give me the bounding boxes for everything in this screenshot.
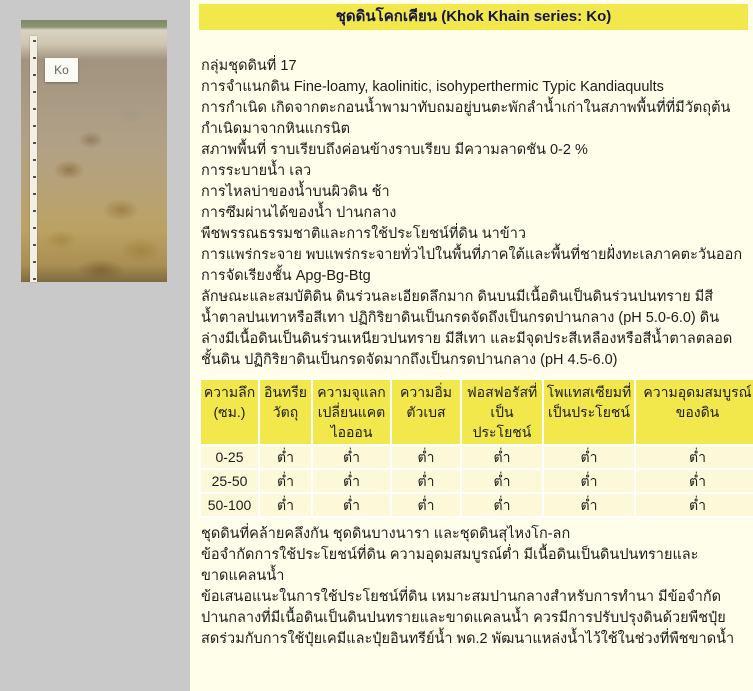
col-header-base-saturation: ความอิ่มตัวเบส [392, 380, 460, 444]
vegetation-line: พืชพรรณธรรมชาติและการใช้ประโยชน์ที่ดิน นาข้าว [201, 226, 527, 242]
cell-value: ต่ำ [260, 470, 311, 492]
col-header-depth: ความลึก (ซม.) [201, 380, 258, 444]
permeability-line: การซึมผ่านได้ของน้ำ ปานกลาง [201, 205, 397, 221]
cell-value: ต่ำ [392, 446, 460, 468]
distribution-line: การแพร่กระจาย พบแพร่กระจายทั่วไปในพื้นที่ภาคใต้และพื้นที่ชายฝั่งทะเลภาคตะวันออก [201, 247, 743, 263]
terrain-line: สภาพพื้นที่ ราบเรียบถึงค่อนข้างราบเรียบ มีความลาดชัน 0-2 % [201, 142, 588, 158]
col-header-available-phosphorus: ฟอสฟอรัสที่เป็นประโยชน์ [462, 380, 542, 444]
cell-value: ต่ำ [392, 494, 460, 516]
cell-value: ต่ำ [392, 470, 460, 492]
cell-value: ต่ำ [313, 446, 390, 468]
col-header-available-potassium: โพแทสเซียมที่เป็นประโยชน์ [544, 380, 634, 444]
cell-depth: 0-25 [201, 446, 258, 468]
cell-value: ต่ำ [313, 470, 390, 492]
cell-value: ต่ำ [462, 446, 542, 468]
characteristics-line: ลักษณะและสมบัติดิน ดินร่วนละเอียดลึกมาก ดินบนมีเนื้อดินเป็นดินร่วนปนทราย มีสีน้ำตาลปนเทาหรือสีเทา ปฏิกิริยาดินเป็นกรดจัดถึงเป็นกรดปานกลาง (pH 5.0-6.0) ดินล่างมีเนื้อดินเป็นดินร่วนเหนียวปนทราย มีสีเทา และมีจุดประสีเหลืองหรือสีน้ำตาลตลอดชั้นดิน ปฏิกิริยาดินเป็นกรดจัดมากถึงเป็นกรดปานกลาง (pH 4.5-6.0) [201, 289, 733, 368]
cell-value: ต่ำ [313, 494, 390, 516]
cell-value: ต่ำ [260, 446, 311, 468]
recommendations-line: ข้อเสนอแนะในการใช้ประโยชน์ที่ดิน เหมาะสมปานกลางสำหรับการทำนา มีข้อจำกัดปานกลางที่มีเนื้อดินเป็นดินปนทรายและขาดแคลนน้ำ ควรมีการปรับปรุงดินด้วยพืชปุ๋ยสดร่วมกับการใช้ปุ๋ยเคมีและปุ๋ยอินทรีย์น้ำ พด.2 พัฒนาแหล่งน้ำไว้ใช้ในช่วงที่พืชขาดน้ำ [201, 589, 735, 647]
cell-value: ต่ำ [636, 494, 753, 516]
col-header-organic-matter: อินทรียวัตถุ [260, 380, 311, 444]
cell-depth: 25-50 [201, 470, 258, 492]
cell-value: ต่ำ [636, 470, 753, 492]
similar-soils-line: ชุดดินที่คล้ายคลึงกัน ชุดดินบางนารา และชุดดินสุไหงโก-ลก [201, 526, 571, 542]
cell-value: ต่ำ [544, 446, 634, 468]
soil-series-code-label: Ko [45, 58, 78, 82]
table-row [201, 446, 753, 468]
main-content [190, 0, 753, 691]
soil-profile-photo [21, 20, 167, 282]
left-sidebar [0, 0, 190, 691]
cell-value: ต่ำ [544, 494, 634, 516]
limitations-line: ข้อจำกัดการใช้ประโยชน์ที่ดิน ความอุดมสมบูรณ์ต่ำ มีเนื้อดินเป็นดินปนทรายและขาดแคลนน้ำ [201, 547, 699, 584]
col-header-fertility: ความอุดมสมบูรณ์ของดิน [636, 380, 753, 444]
soil-notes [201, 524, 743, 650]
col-header-cec: ความจุแลกเปลี่ยนแคตไอออน [313, 380, 390, 444]
cell-value: ต่ำ [462, 494, 542, 516]
cell-value: ต่ำ [462, 470, 542, 492]
cell-value: ต่ำ [636, 446, 753, 468]
table-header-row [201, 380, 753, 444]
table-row [201, 494, 753, 516]
classification-line: การจำแนกดิน Fine-loamy, kaolinitic, isohyperthermic Typic Kandiaquults [201, 79, 664, 95]
table-row [201, 470, 753, 492]
soil-properties-table [199, 378, 753, 518]
measuring-stick [30, 36, 37, 282]
soil-group-line: กลุ่มชุดดินที่ 17 [201, 58, 297, 74]
cell-value: ต่ำ [260, 494, 311, 516]
soil-description [201, 56, 743, 371]
drainage-line: การระบายน้ำ เลว [201, 163, 312, 179]
runoff-line: การไหลบ่าของน้ำบนผิวดิน ช้า [201, 184, 390, 200]
genesis-line: การกำเนิด เกิดจากตะกอนน้ำพามาทับถมอยู่บนตะพักลำน้ำเก่าในสภาพพื้นที่ที่มีวัตถุต้นกำเนิดมาจากหินแกรนิต [201, 100, 731, 137]
cell-depth: 50-100 [201, 494, 258, 516]
horizon-sequence-line: การจัดเรียงชั้น Apg-Bg-Btg [201, 268, 371, 284]
page-title: ชุดดินโคกเคียน (Khok Khain series: Ko) [199, 4, 748, 30]
cell-value: ต่ำ [544, 470, 634, 492]
